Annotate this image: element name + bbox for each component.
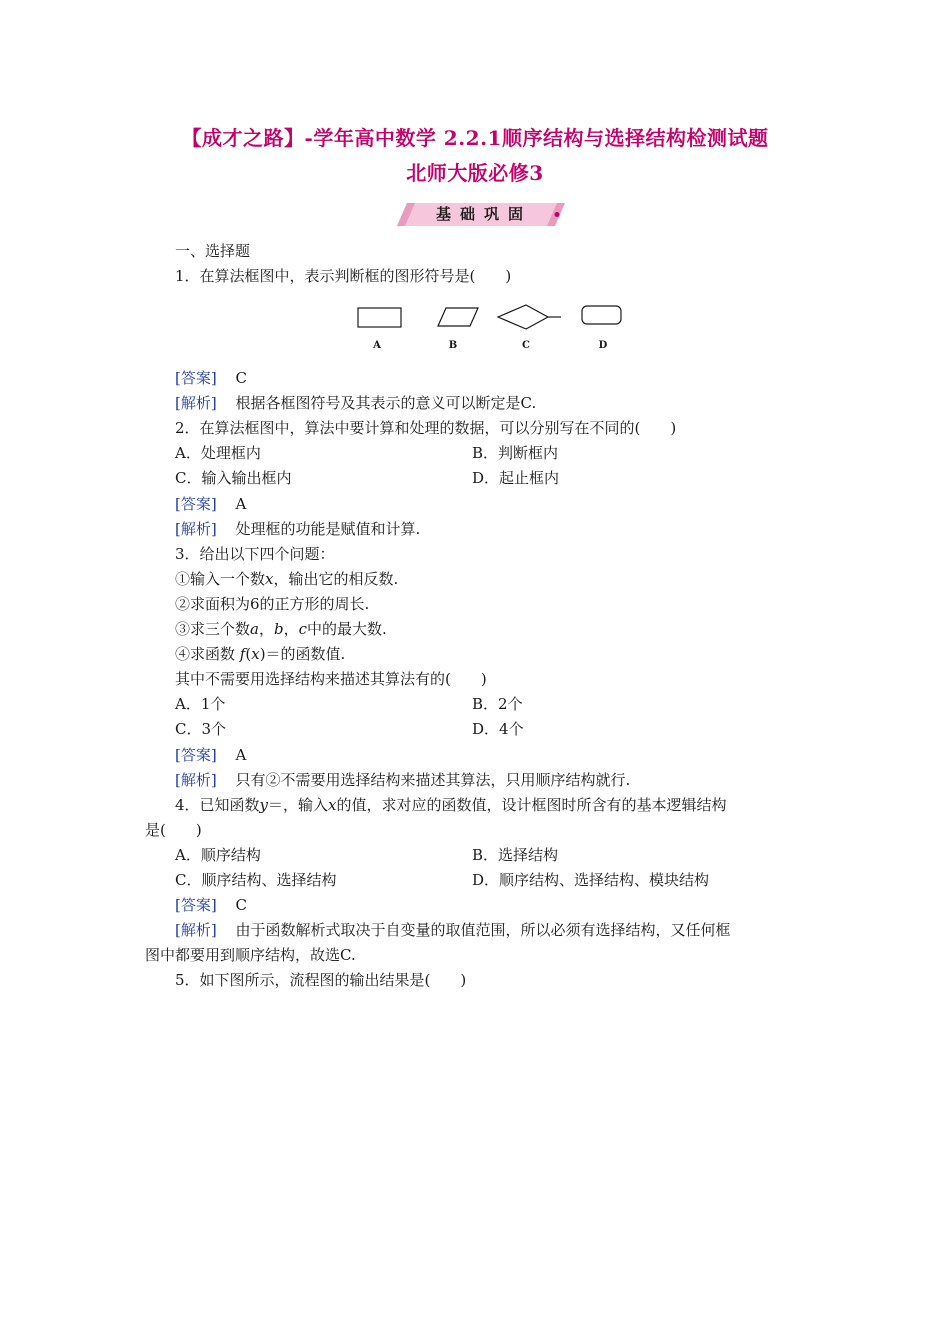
q3-answer: A xyxy=(235,746,247,764)
answer-tag: [答案] xyxy=(175,369,217,387)
q4-answer: C xyxy=(235,896,247,914)
analysis-tag: [解析] xyxy=(175,394,217,412)
process-box-symbol xyxy=(358,308,401,327)
q5-stem: 5．如下图所示，流程图的输出结果是( ) xyxy=(175,971,467,989)
q3-option-d: D．4个 xyxy=(472,720,524,738)
q1-stem: 1．在算法框图中，表示判断框的图形符号是( ) xyxy=(175,267,512,285)
answer-tag: [答案] xyxy=(175,495,217,513)
decision-diamond-symbol xyxy=(498,305,548,329)
q1-answer: C xyxy=(235,369,247,387)
q3-item-4: ④求函数 f(x)＝的函数值. xyxy=(175,645,346,663)
q4-analysis-row xyxy=(175,920,731,940)
q4-option-b: B．选择结构 xyxy=(472,846,559,864)
shape-label-b: B xyxy=(448,340,458,351)
analysis-tag: [解析] xyxy=(175,520,217,538)
q3-question: 其中不需要用选择结构来描述其算法有的( ) xyxy=(175,670,487,688)
q3-answer-row xyxy=(175,745,246,765)
q2-analysis-row xyxy=(175,519,420,539)
section-banner-text: 基础巩固 xyxy=(435,205,532,223)
q3-option-a: A．1个 xyxy=(175,695,226,713)
q4-answer-row xyxy=(175,895,247,915)
q3-item-1: ①输入一个数x，输出它的相反数. xyxy=(175,570,399,588)
q2-option-d: D．起止框内 xyxy=(472,469,560,487)
q2-option-b: B．判断框内 xyxy=(472,444,559,462)
document-title-line1: 【成才之路】-学年高中数学 2.2.1顺序结构与选择结构检测试题 xyxy=(181,126,769,150)
answer-tag: [答案] xyxy=(175,896,217,914)
shape-label-c: C xyxy=(522,340,530,351)
q2-analysis: 处理框的功能是赋值和计算. xyxy=(235,520,421,538)
q4-option-d: D．顺序结构、选择结构、模块结构 xyxy=(472,871,710,889)
q3-analysis: 只有②不需要用选择结构来描述其算法，只用顺序结构就行. xyxy=(235,771,631,789)
q4-stem-continued: 是( ) xyxy=(145,821,202,839)
part-heading: 一、选择题 xyxy=(175,242,251,260)
q2-option-c: C．输入输出框内 xyxy=(175,469,292,487)
analysis-tag: [解析] xyxy=(175,771,217,789)
q2-option-a: A．处理框内 xyxy=(175,444,261,462)
q3-item-2: ②求面积为6的正方形的周长. xyxy=(175,595,370,613)
q3-item-3: ③求三个数a，b，c中的最大数. xyxy=(175,620,387,638)
flowchart-symbols-figure xyxy=(350,300,630,356)
shape-label-d: D xyxy=(598,340,608,351)
q1-analysis-row xyxy=(175,393,536,413)
terminal-rounded-symbol xyxy=(582,306,621,324)
q4-analysis-line1: 由于函数解析式取决于自变量的取值范围，所以必须有选择结构，又任何框 xyxy=(235,921,731,939)
q4-option-a: A．顺序结构 xyxy=(175,846,261,864)
q2-answer-row xyxy=(175,494,246,514)
io-parallelogram-symbol xyxy=(438,308,478,326)
q3-option-c: C．3个 xyxy=(175,720,227,738)
q2-stem: 2．在算法框图中，算法中要计算和处理的数据，可以分别写在不同的( ) xyxy=(175,419,677,437)
q1-answer-row xyxy=(175,368,247,388)
q3-option-b: B．2个 xyxy=(472,695,523,713)
q1-analysis: 根据各框图符号及其表示的意义可以断定是C. xyxy=(235,394,537,412)
q4-analysis-line2: 图中都要用到顺序结构，故选C. xyxy=(145,946,356,964)
shape-label-a: A xyxy=(373,340,381,351)
analysis-tag: [解析] xyxy=(175,921,217,939)
q4-stem: 4．已知函数y＝，输入x的值，求对应的函数值，设计框图时所含有的基本逻辑结构 xyxy=(175,796,727,814)
q3-analysis-row xyxy=(175,770,630,790)
answer-tag: [答案] xyxy=(175,746,217,764)
document-title-line2: 北师大版必修3 xyxy=(406,161,544,185)
q4-option-c: C．顺序结构、选择结构 xyxy=(175,871,337,889)
q2-answer: A xyxy=(235,495,247,513)
q3-stem: 3．给出以下四个问题： xyxy=(175,545,335,563)
